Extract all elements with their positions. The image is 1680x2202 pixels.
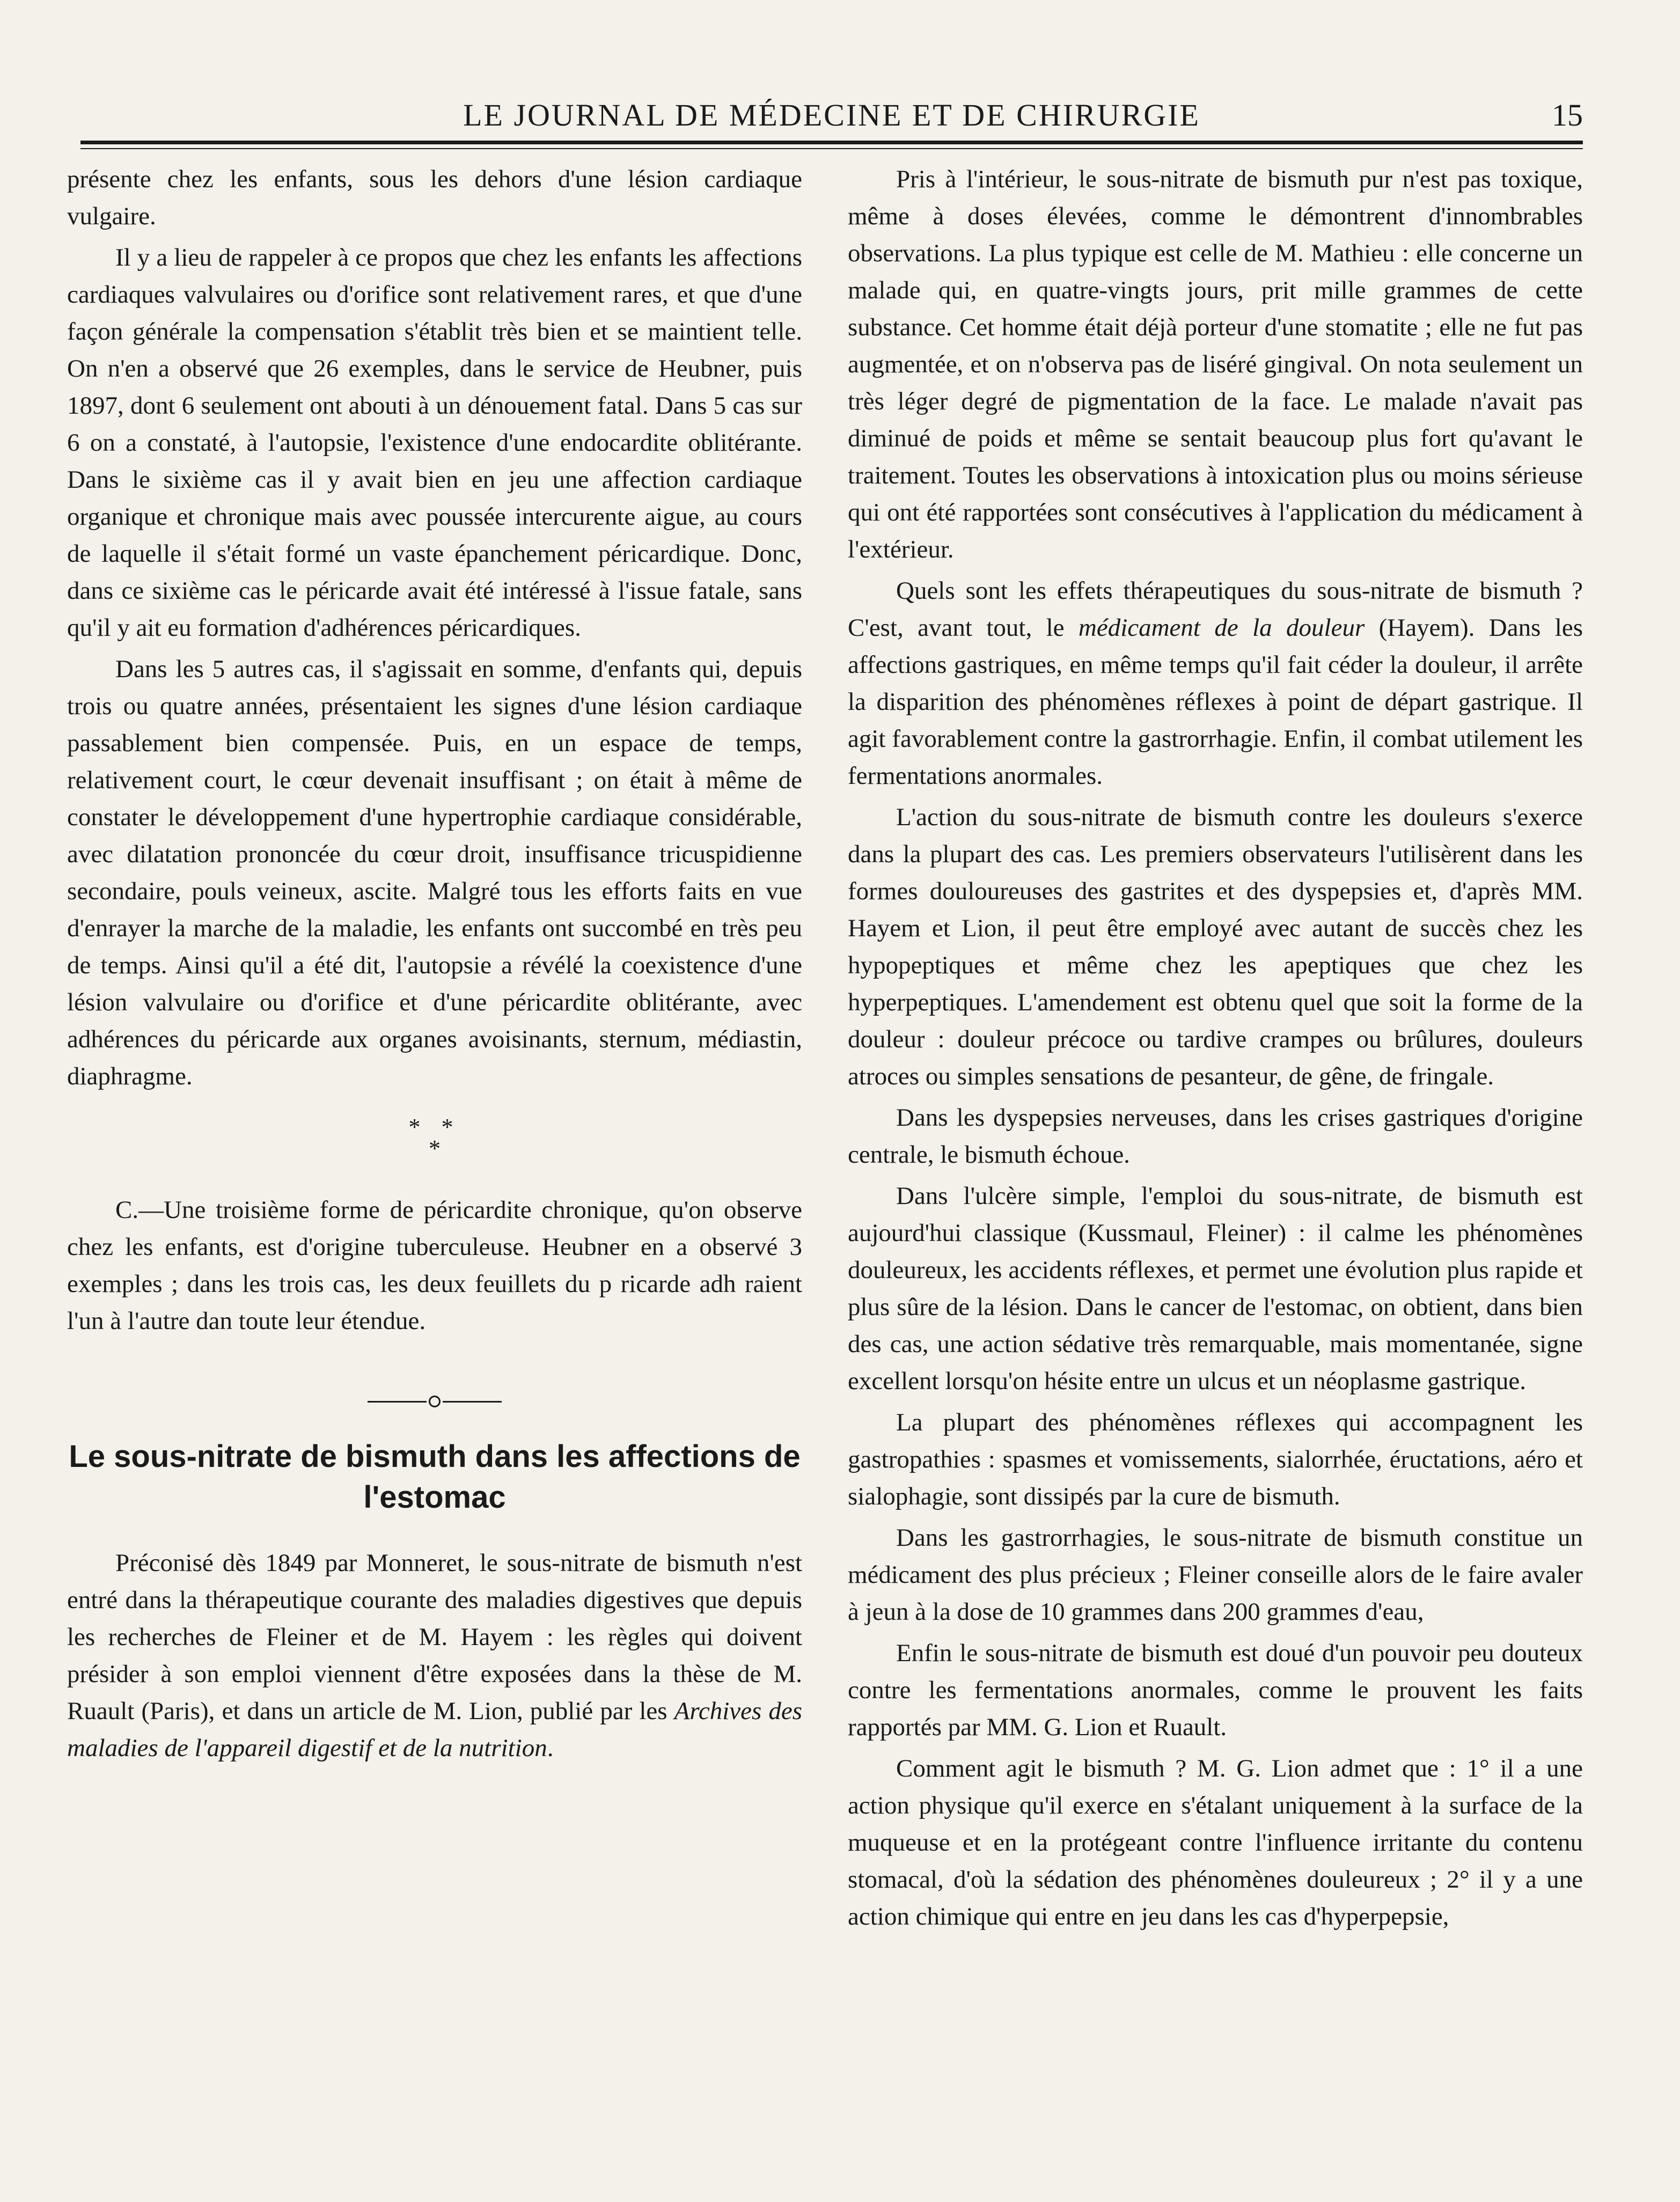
running-head — [80, 97, 1583, 134]
paragraph-c: C.—Une troisième forme de péricardite chronique, qu'on observe chez les enfants, est d'origine tuberculeuse. Heubner en a observé 3 exemples ; dans les trois cas, les deux feuillets du p ricarde adh raient l'un à l'autre dan toute leur étendue. — [67, 1196, 802, 1335]
article-title: Le sous-nitrate de bismuth dans les affections de l'estomac — [69, 1439, 801, 1515]
header-rule-thick — [80, 141, 1583, 144]
divider-circle-ornament — [429, 1396, 441, 1407]
effects-italic: médicament de la douleur — [1078, 614, 1365, 642]
article-intro-end: . — [547, 1734, 554, 1762]
effects-text: (Hayem). Dans les affections gastriques, en même temps qu'il fait céder la douleur, il arrête la disparition des phénomènes réflexes à point de départ gastrique. Il agit favorablement contre la gastrorrhagie. Enfin, il combat utilement les fermentations anormales. — [848, 614, 1583, 790]
divider-line — [443, 1401, 502, 1403]
header-rule-thin — [80, 148, 1583, 149]
running-title: LE JOURNAL DE MÉDECINE ET DE CHIRURGIE — [463, 98, 1200, 133]
paragraph: La plupart des phénomènes réflexes qui accompagnent les gastropathies : spasmes et vomissements, sialorrhée, éructations, aéro et sialophagie, sont dissipés par la cure de bismuth. — [848, 1408, 1583, 1510]
paragraph: Comment agit le bismuth ? M. G. Lion admet que : 1° il a une action physique qu'il exerce en s'étalant uniquement à la surface de la muqueuse et en la protégeant contre l'influence irritante du contenu stomacal, d'où la sédation des phénomènes douleureux ; 2° il y a une action chimique qui entre en jeu dans les cas d'hyperpepsie, — [848, 1755, 1583, 1931]
paragraph: Dans les 5 autres cas, il s'agissait en somme, d'enfants qui, depuis trois ou quatre années, présentaient les signes d'une lésion cardiaque passablement bien compensée. Puis, en un espace de temps, relativement court, le cœur devenait insuffisant ; on était à même de constater le développement d'une hypertrophie cardiaque considérable, avec dilatation prononcée du cœur droit, insuffisance tricuspidienne secondaire, pouls veineux, ascite. Malgré tous les efforts faits en vue d'enrayer la marche de la maladie, les enfants ont succombé en très peu de temps. Ainsi qu'il a été dit, l'autopsie a révélé la coexistence d'une lésion valvulaire ou d'orifice et d'une péricardite oblitérante, avec adhérences du péricarde aux organes avoisinants, sternum, médiastin, diaphragme. — [67, 655, 802, 1090]
effects-text: Quels sont les effets thérapeutiques du sous-nitrate de bismuth ? C'est, avant tout, le — [848, 577, 1583, 642]
right-column — [848, 161, 1583, 1940]
section-divider — [67, 1393, 802, 1410]
section-asterism — [67, 1114, 802, 1162]
paragraph: Pris à l'intérieur, le sous-nitrate de bismuth pur n'est pas toxique, même à doses élevées, comme le démontrent d'innombrables observations. La plus typique est celle de M. Mathieu : elle concerne un malade qui, en quatre-vingts jours, prit mille grammes de cette substance. Cet homme était déjà porteur d'une stomatite ; elle ne fut pas augmentée, et on n'observa pas de liséré gingival. On nota seulement un très léger degré de pigmentation de la face. Le malade n'avait pas diminué de poids et même se sentait beaucoup plus fort qu'avant le traitement. Toutes les observations à intoxication plus ou moins sérieuse qui ont été rapportées sont consécutives à l'application du médicament à l'extérieur. — [848, 165, 1583, 563]
paragraph: Dans les dyspepsies nerveuses, dans les crises gastriques d'origine centrale, le bismuth échoue. — [848, 1104, 1583, 1169]
page-number: 15 — [1552, 98, 1583, 133]
paragraph: présente chez les enfants, sous les dehors d'une lésion cardiaque vulgaire. — [67, 165, 802, 230]
journal-citation: Archives des maladies de l'appareil digestif et de la nutrition — [67, 1697, 802, 1762]
article-intro — [67, 1545, 802, 1767]
asterism-bottom: * — [429, 1135, 441, 1162]
paragraph: Enfin le sous-nitrate de bismuth est doué d'un pouvoir peu douteux contre les fermentations anormales, comme le prouvent les faits rapportés par MM. G. Lion et Ruault. — [848, 1639, 1583, 1741]
paragraph: Il y a lieu de rappeler à ce propos que chez les enfants les affections cardiaques valvulaires ou d'orifice sont relativement rares, et que d'une façon générale la compensation s'établit très bien et se maintient telle. On n'en a observé que 26 exemples, dans le service de Heubner, puis 1897, dont 6 seulement ont abouti à un dénouement fatal. Dans 5 cas sur 6 on a constaté, à l'autopsie, l'existence d'une endocardite oblitérante. Dans le sixième cas il y avait bien en jeu une affection cardiaque organique et chronique mais avec poussée intercurente aigue, au cours de laquelle il s'était formé un vaste épanchement péricardique. Donc, dans ce sixième cas le péricarde avait été intéressé à l'issue fatale, sans qu'il y ait eu formation d'adhérences péricardiques. — [67, 244, 802, 642]
paragraph: Dans les gastrorrhagies, le sous-nitrate de bismuth constitue un médicament des plus précieux ; Fleiner conseille alors de le faire avaler à jeun à la dose de 10 grammes dans 200 grammes d'eau, — [848, 1524, 1583, 1626]
effects-paragraph — [848, 572, 1583, 795]
left-column — [67, 161, 802, 1771]
paragraph: L'action du sous-nitrate de bismuth contre les douleurs s'exerce dans la plupart des cas. Les premiers observateurs l'utilisèrent dans les formes douloureuses des gastrites et des dyspepsies et, d'après MM. Hayem et Lion, il peut être employé avec autant de succès chez les hypopeptiques et même chez les apeptiques que chez les hyperpeptiques. L'amendement est obtenu quel que soit la forme de la douleur : douleur précoce ou tardive crampes ou brûlures, douleurs atroces ou simples sensations de pesanteur, de gêne, de fringale. — [848, 803, 1583, 1090]
divider-line — [368, 1401, 427, 1403]
article-intro-text: Préconisé dès 1849 par Monneret, le sous-nitrate de bismuth n'est entré dans la thérapeutique courante des maladies digestives que depuis les recherches de Fleiner et de M. Hayem : les règles qui doivent présider à son emploi viennent d'être exposées dans la thèse de M. Ruault (Paris), et dans un article de M. Lion, publié par les — [67, 1549, 802, 1725]
paragraph: Dans l'ulcère simple, l'emploi du sous-nitrate, de bismuth est aujourd'hui classique (Kussmaul, Fleiner) : il calme les phénomènes douleureux, les accidents réflexes, et permet une évolution plus rapide et plus sûre de la lésion. Dans le cancer de l'estomac, on obtient, dans bien des cas, une action sédative très remarquable, mais momentanée, signe excellent lorsqu'on hésite entre un ulcus et un néoplasme gastrique. — [848, 1182, 1583, 1395]
asterism-top: * * — [408, 1114, 461, 1140]
